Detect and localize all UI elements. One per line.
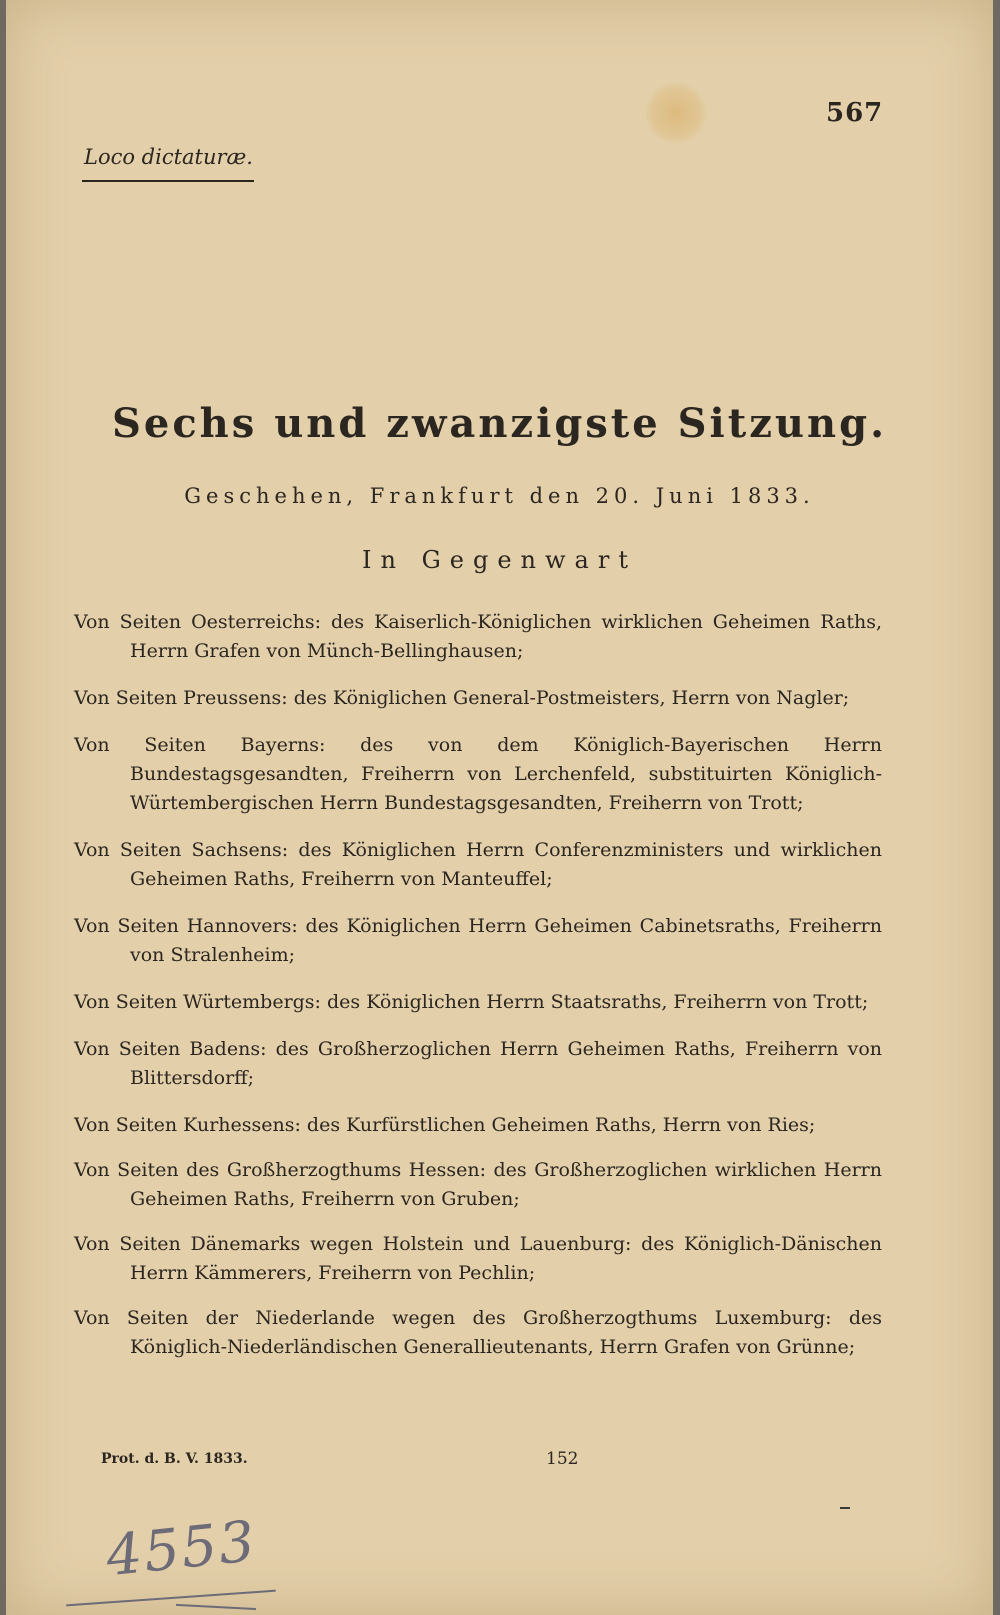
handwritten-underline bbox=[66, 1590, 276, 1607]
attendance-list bbox=[74, 608, 882, 1362]
document-page bbox=[6, 0, 993, 1615]
attendance-entry: Von Seiten Hannovers: des Königlichen Herrn Geheimen Cabinetsraths, Freiherrn von Stralenheim; bbox=[74, 915, 882, 966]
ink-mark bbox=[840, 1507, 850, 1509]
attendance-entry: Von Seiten Preussens: des Königlichen General-Postmeisters, Herrn von Nagler; bbox=[74, 687, 850, 709]
sheet-number: 152 bbox=[546, 1449, 579, 1469]
session-title: Sechs und zwanzigste Sitzung. bbox=[111, 400, 887, 447]
attendance-entry: Von Seiten Kurhessens: des Kurfürstlichen Geheimen Raths, Herrn von Ries; bbox=[74, 1114, 816, 1136]
footer-signature: Prot. d. B. V. 1833. bbox=[101, 1451, 248, 1467]
marginal-note: Loco dictaturæ. bbox=[84, 145, 253, 169]
presence-heading: In Gegenwart bbox=[362, 546, 637, 574]
attendance-entry: Von Seiten Badens: des Großherzoglichen Herrn Geheimen Raths, Freiherrn von Blittersdorff; bbox=[74, 1038, 882, 1089]
attendance-entry: Von Seiten Würtembergs: des Königlichen Herrn Staatsraths, Freiherrn von Trott; bbox=[74, 991, 869, 1013]
attendance-entry: Von Seiten Bayerns: des von dem Königlich-Bayerischen Herrn Bundestagsgesandten, Freiherrn von Lerchenfeld, substituirten Königlich-Würtembergischen Herrn Bundestagsgesandten, Freiherrn von Trott; bbox=[74, 734, 882, 814]
marginal-note-rule bbox=[82, 180, 254, 182]
handwritten-underline bbox=[176, 1604, 256, 1610]
handwritten-note: 4553 bbox=[103, 1508, 260, 1590]
attendance-entry: Von Seiten Sachsens: des Königlichen Herrn Conferenzministers und wirklichen Geheimen Raths, Freiherrn von Manteuffel; bbox=[74, 839, 882, 890]
attendance-entry: Von Seiten Oesterreichs: des Kaiserlich-Königlichen wirklichen Geheimen Raths, Herrn Grafen von Münch-Bellinghausen; bbox=[74, 611, 882, 662]
paper-stain bbox=[646, 82, 706, 144]
attendance-entry: Von Seiten des Großherzogthums Hessen: des Großherzoglichen wirklichen Herrn Geheimen Raths, Freiherrn von Gruben; bbox=[74, 1159, 882, 1210]
session-date-line: Geschehen, Frankfurt den 20. Juni 1833. bbox=[184, 484, 815, 508]
attendance-entry: Von Seiten der Niederlande wegen des Großherzogthums Luxemburg: des Königlich-Niederländischen Generallieutenants, Herrn Grafen von Grünne; bbox=[74, 1307, 882, 1358]
page-number: 567 bbox=[826, 98, 884, 128]
attendance-entry: Von Seiten Dänemarks wegen Holstein und Lauenburg: des Königlich-Dänischen Herrn Kämmerers, Freiherrn von Pechlin; bbox=[74, 1233, 882, 1284]
